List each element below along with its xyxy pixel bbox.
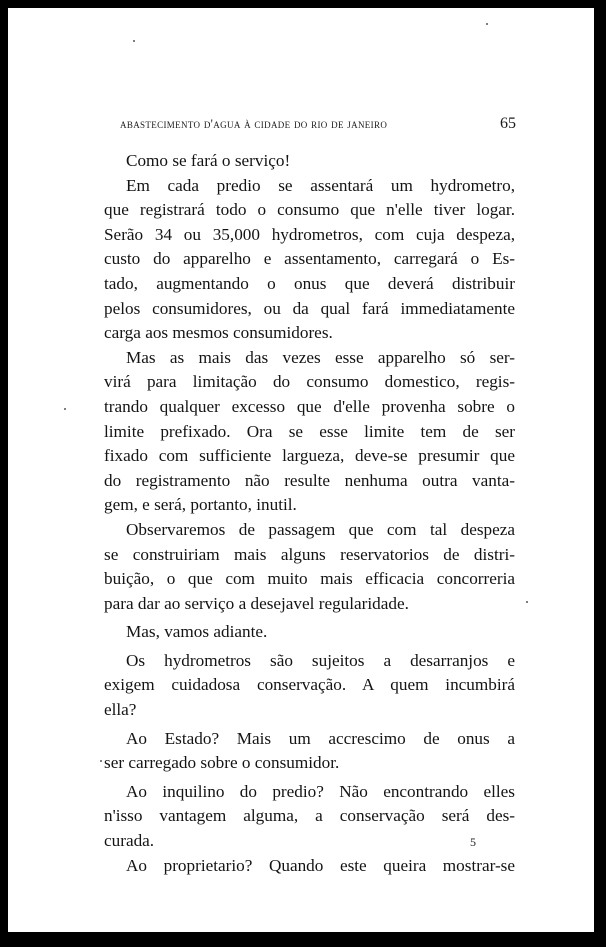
- text-line: exigem cuidadosa conservação. A quem incumbirá: [104, 675, 515, 695]
- text-line: Em cada predio se assentará um hydrometro,: [126, 175, 515, 195]
- text-line: ella?: [104, 700, 137, 720]
- text-line: Observaremos de passagem que com tal despeza: [126, 519, 515, 539]
- text-line: Como se fará o serviço!: [126, 151, 291, 170]
- text-line: se construiriam mais alguns reservatorios de distri-: [104, 544, 515, 564]
- text-line: do registramento não resulte nenhuma outra vanta-: [104, 470, 515, 490]
- text-line: buição, o que com muito mais efficacia concorreria: [104, 569, 515, 589]
- paper-speck: [100, 760, 102, 762]
- paper-speck: [526, 601, 528, 603]
- text-line: n'isso vantagem alguma, a conservação será des-: [104, 806, 515, 826]
- text-line: Os hydrometros são sujeitos a desarranjos e: [126, 650, 515, 670]
- text-line: Serão 34 ou 35,000 hydrometros, com cuja despeza,: [104, 224, 515, 244]
- text-line: Ao inquilino do predio? Não encontrando elles: [126, 781, 515, 801]
- signature-mark: 5: [470, 835, 476, 849]
- running-header: [120, 115, 516, 133]
- text-line: custo do apparelho e assentamento, carregará o Es-: [104, 249, 515, 269]
- text-line: tado, augmentando o onus que deverá distribuir: [104, 273, 515, 293]
- text-line: limite prefixado. Ora se esse limite tem de ser: [104, 421, 515, 441]
- page-number: 65: [500, 115, 516, 132]
- paper-speck: [64, 408, 66, 410]
- text-line: carga aos mesmos consumidores.: [104, 323, 333, 343]
- running-title: abastecimento d'agua à cidade do rio de janeiro: [120, 117, 388, 131]
- text-line: gem, e será, portanto, inutil.: [104, 495, 297, 515]
- text-line: virá para limitação do consumo domestico, regis-: [104, 372, 515, 392]
- text-line: ser carregado sobre o consumidor.: [104, 753, 340, 773]
- text-line: Mas, vamos adiante.: [126, 622, 268, 642]
- text-line: Mas as mais das vezes esse apparelho só ser-: [126, 347, 515, 367]
- text-line: fixado com sufficiente largueza, deve-se presumir que: [104, 446, 515, 466]
- text-line: Ao proprietario? Quando este queira mostrar-se: [126, 855, 515, 875]
- text-line: para dar ao serviço a desejavel regularidade.: [104, 593, 409, 613]
- body-text: [104, 149, 515, 878]
- text-line: trando qualquer excesso que d'elle provenha sobre o: [104, 396, 515, 416]
- text-line: Ao Estado? Mais um accrescimo de onus a: [126, 728, 515, 748]
- book-page: [8, 8, 594, 932]
- paper-speck: [133, 40, 135, 42]
- text-line: que registrará todo o consumo que n'elle tiver logar.: [104, 200, 515, 220]
- text-line: pelos consumidores, ou da qual fará immediatamente: [104, 298, 515, 318]
- text-line: curada.: [104, 831, 155, 851]
- paper-speck: [486, 23, 488, 25]
